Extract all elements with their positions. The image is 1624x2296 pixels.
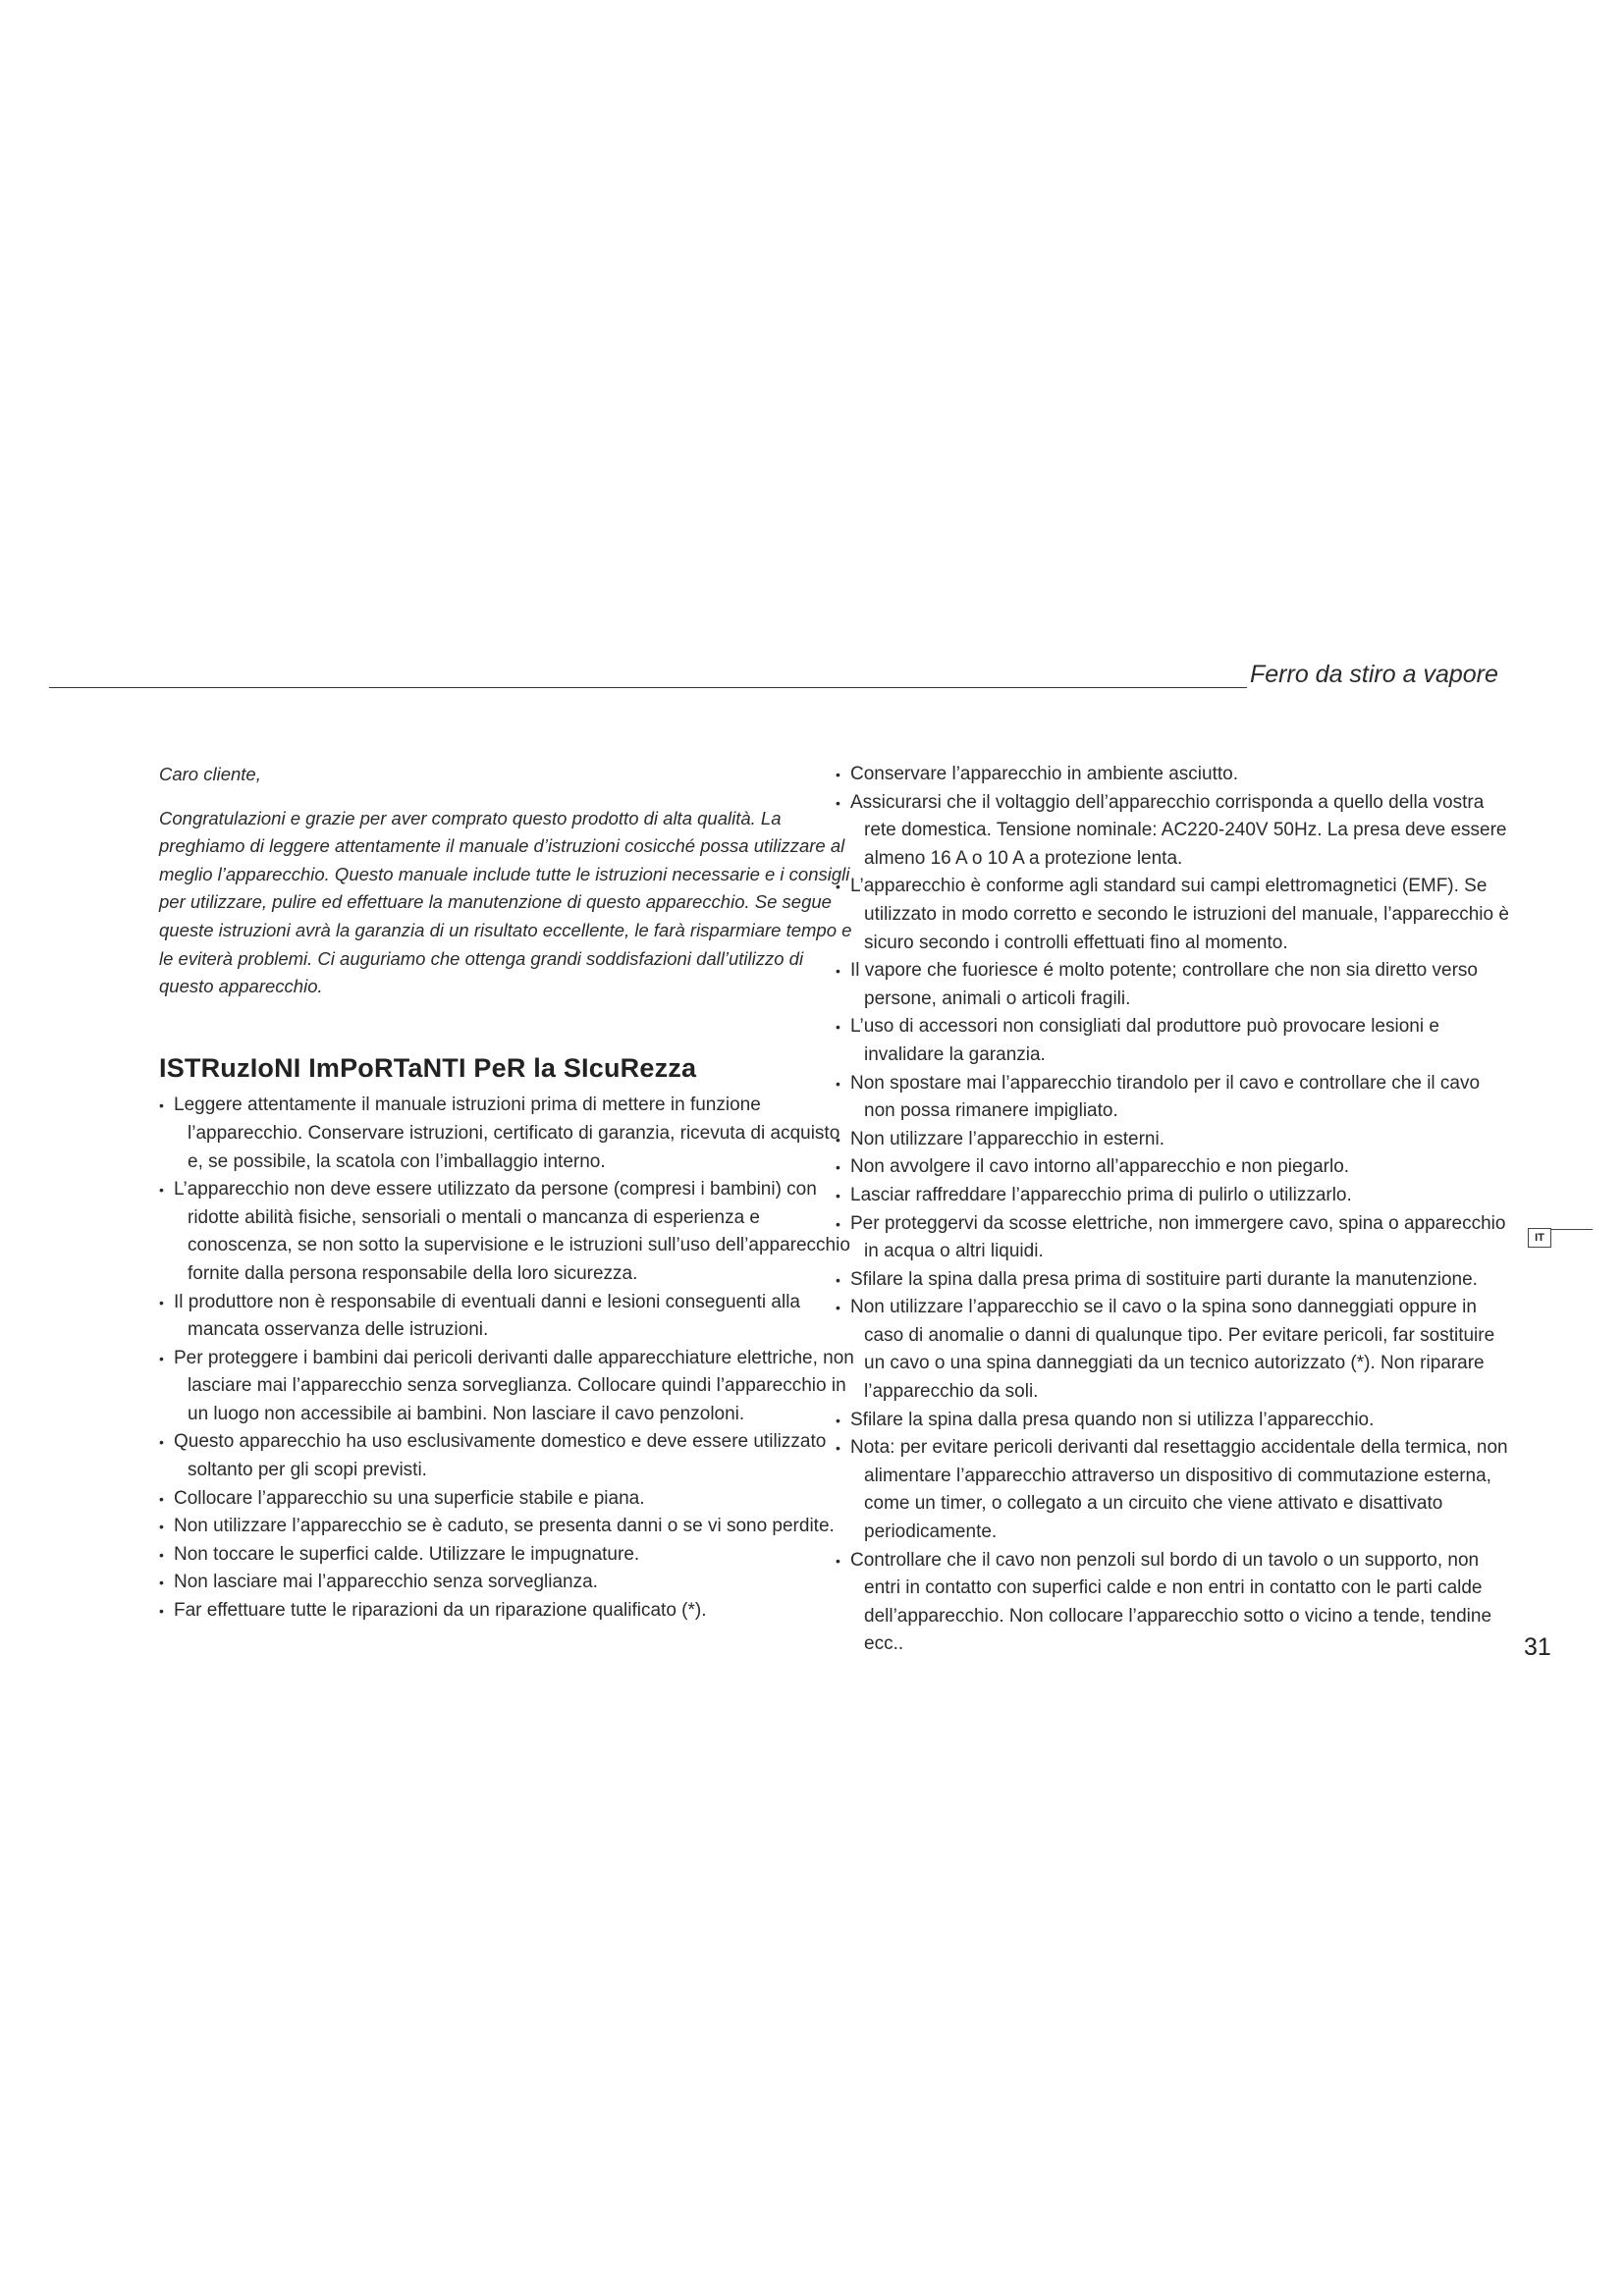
list-item: • Collocare l’apparecchio su una superficie stabile e piana. [159, 1485, 856, 1514]
list-item: • Controllare che il cavo non penzoli sul bordo di un tavolo o un supporto, non entri in contatto con superfici calde e non entri in contatto con le parti calde dell’apparecchio. Non collocare l’apparecchio sotto o vicino a tende, tendine ecc.. [836, 1547, 1513, 1659]
intro-section [159, 761, 856, 1001]
list-item: • Sfilare la spina dalla presa quando non si utilizza l’apparecchio. [836, 1407, 1513, 1435]
right-column [836, 761, 1513, 1659]
section-heading: ISTRuzIoNI ImPoRTaNTI PeR la SIcuRezza [159, 1052, 697, 1083]
list-item: • Il produttore non è responsabile di eventuali danni e lesioni conseguenti alla mancata osservanza delle istruzioni. [159, 1289, 856, 1345]
safety-list-left [159, 1092, 856, 1625]
list-item: • Assicurarsi che il voltaggio dell’apparecchio corrisponda a quello della vostra rete domestica. Tensione nominale: AC220-240V 50Hz. La presa deve essere almeno 16 A o 10 A a protezione lenta. [836, 789, 1513, 874]
left-column [159, 761, 856, 1626]
list-item: • Per proteggere i bambini dai pericoli derivanti dalle apparecchiature elettriche, non lasciare mai l’apparecchio senza sorveglianza. Collocare quindi l’apparecchio in un luogo non accessibile ai bambini. Non lasciare il cavo penzoloni. [159, 1345, 856, 1429]
list-item: • L’apparecchio non deve essere utilizzato da persone (compresi i bambini) con ridotte abilità fisiche, sensoriali o mentali o mancanza di esperienza e conoscenza, se non sotto la supervisione e le istruzioni sull’uso dell’apparecchio fornite dalla persona responsabile della loro sicurezza. [159, 1176, 856, 1288]
safety-list-right [836, 761, 1513, 1659]
list-item: • Leggere attentamente il manuale istruzioni prima di mettere in funzione l’apparecchio. Conservare istruzioni, certificato di garanzia, ricevuta di acquisto e, se possibile, la scatola con l’imballaggio interno. [159, 1092, 856, 1176]
list-item: • Per proteggervi da scosse elettriche, non immergere cavo, spina o apparecchio in acqua o altri liquidi. [836, 1210, 1513, 1266]
language-tab: IT [1528, 1228, 1551, 1248]
list-item: • L’apparecchio è conforme agli standard sui campi elettromagnetici (EMF). Se utilizzato in modo corretto e secondo le istruzioni del manuale, l’apparecchio è sicuro secondo i controlli effettuati fino al momento. [836, 873, 1513, 957]
list-item: • Il vapore che fuoriesce é molto potente; controllare che non sia diretto verso persone, animali o articoli fragili. [836, 957, 1513, 1013]
list-item: • Lasciar raffreddare l’apparecchio prima di pulirlo o utilizzarlo. [836, 1182, 1513, 1210]
list-item: • Non utilizzare l’apparecchio se è caduto, se presenta danni o se vi sono perdite. [159, 1513, 856, 1541]
document-title: Ferro da stiro a vapore [1250, 661, 1498, 688]
greeting: Caro cliente, [159, 764, 261, 784]
page-number: 31 [1524, 1633, 1551, 1661]
list-item: • Far effettuare tutte le riparazioni da un riparazione qualificato (*). [159, 1597, 856, 1626]
header-rule [49, 687, 1247, 688]
list-item: • Questo apparecchio ha uso esclusivamente domestico e deve essere utilizzato soltanto per gli scopi previsti. [159, 1428, 856, 1484]
list-item: • Sfilare la spina dalla presa prima di sostituire parti durante la manutenzione. [836, 1266, 1513, 1295]
list-item: • Non toccare le superfici calde. Utilizzare le impugnature. [159, 1541, 856, 1570]
list-item: • L’uso di accessori non consigliati dal produttore può provocare lesioni e invalidare la garanzia. [836, 1013, 1513, 1069]
list-item: • Conservare l’apparecchio in ambiente asciutto. [836, 761, 1513, 789]
language-tab-rule [1551, 1229, 1593, 1230]
list-item: • Non spostare mai l’apparecchio tirandolo per il cavo e controllare che il cavo non possa rimanere impigliato. [836, 1070, 1513, 1126]
list-item: • Non utilizzare l’apparecchio se il cavo o la spina sono danneggiati oppure in caso di anomalie o danni di qualunque tipo. Per evitare pericoli, far sostituire un cavo o una spina danneggiati da un tecnico autorizzato (*). Non riparare l’apparecchio da soli. [836, 1294, 1513, 1406]
list-item: • Nota: per evitare pericoli derivanti dal resettaggio accidentale della termica, non alimentare l’apparecchio attraverso un dispositivo di commutazione esterna, come un timer, o collegato a un circuito che viene attivato e disattivato periodicamente. [836, 1434, 1513, 1546]
list-item: • Non avvolgere il cavo intorno all’apparecchio e non piegarlo. [836, 1153, 1513, 1182]
list-item: • Non lasciare mai l’apparecchio senza sorveglianza. [159, 1569, 856, 1597]
list-item: • Non utilizzare l’apparecchio in esterni. [836, 1126, 1513, 1154]
intro-paragraph: Congratulazioni e grazie per aver comprato questo prodotto di alta qualità. La preghiamo di leggere attentamente il manuale d’istruzioni cosicché possa utilizzare al meglio l’apparecchio. Questo manuale include tutte le istruzioni necessarie e i consigli per utilizzare, pulire ed effettuare la manutenzione di questo apparecchio. Se segue queste istruzioni avrà la garanzia di un risultato eccellente, le farà risparmiare tempo e le eviterà problemi. Ci auguriamo che ottenga grandi soddisfazioni dall’utilizzo di questo apparecchio. [159, 807, 852, 997]
